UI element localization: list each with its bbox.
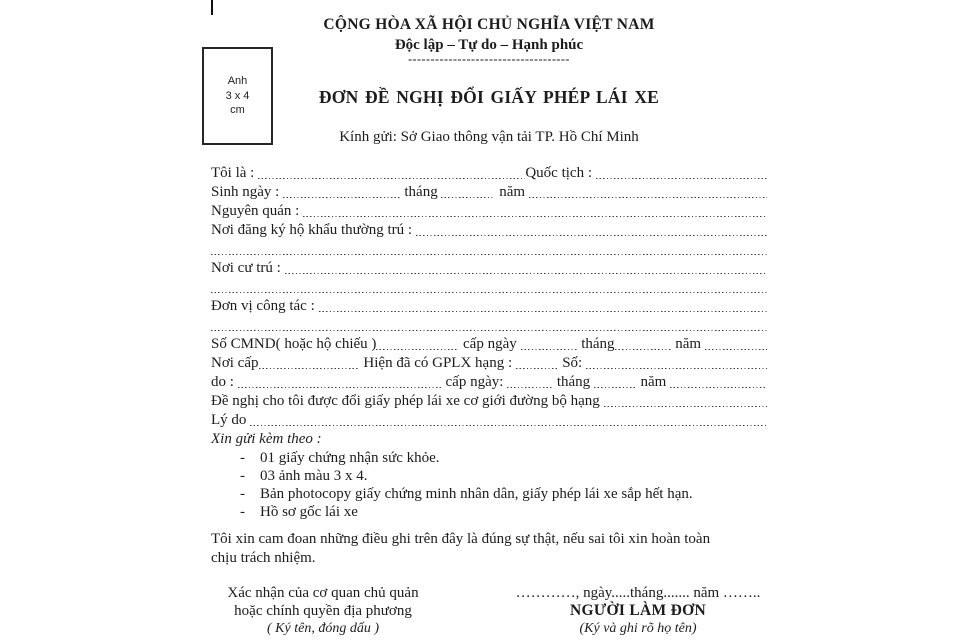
dotted-fill [211,240,767,259]
attachment-item [211,449,767,467]
signature-left [211,584,435,638]
field-label: năm [636,374,671,390]
dotted-fill [507,373,553,392]
photo-box-line: cm [230,104,245,117]
photo-box-line: 3 x 4 [225,89,250,102]
form-line [211,354,767,373]
bullet-dash: - [240,504,245,520]
field-label: Nguyên quán : [211,203,304,219]
dotted-fill [596,164,767,183]
dotted-fill [259,354,360,373]
dotted-fill [516,354,559,373]
field-label: năm [671,336,705,352]
form-line [211,392,767,411]
field-label: Sinh ngày : [211,184,284,200]
form-line [211,202,767,221]
form-title: ĐƠN ĐỀ NGHỊ ĐỔI GIẤY PHÉP LÁI XE [318,87,660,107]
national-title: CỘNG HÒA XÃ HỘI CHỦ NGHĨA VIỆT NAM [323,16,655,33]
header-separator: ------------------------------------ [408,52,570,66]
form-line [211,316,767,335]
date-line: …………, ngày.....tháng....... năm …….. [515,585,761,601]
field-label: Số CMND( hoặc hộ chiếu ) [211,336,377,352]
form-line [211,183,767,202]
dotted-fill [319,297,768,316]
bullet-dash: - [240,486,245,502]
form-line [211,411,767,430]
dotted-fill [211,278,767,297]
confirming-authority-line: hoặc chính quyền địa phương [234,603,412,619]
attachment-text: 03 ảnh màu 3 x 4. [260,468,368,484]
attachment-text: Bản photocopy giấy chứng minh nhân dân, giấy phép lái xe sắp hết hạn. [260,486,693,502]
field-label: năm [495,184,529,200]
field-label: tháng [400,184,442,200]
dotted-fill [303,202,767,221]
attachment-text: Hồ sơ gốc lái xe [260,504,358,520]
form-line [211,278,767,297]
form-line [211,221,767,240]
form-line [211,259,767,278]
signature-right [495,584,781,638]
dotted-fill [441,183,495,202]
form-lines [211,164,767,430]
sign-stamp-note: ( Ký tên, đóng dấu ) [267,621,379,636]
form-body [211,164,767,638]
bullet-dash: - [240,468,245,484]
form-line [211,164,767,183]
dotted-fill [670,373,767,392]
applicant-role: NGƯỜI LÀM ĐƠN [570,602,706,619]
dotted-fill [594,373,637,392]
application-form [211,0,767,640]
field-label: tháng [553,374,594,390]
field-label: do : [211,374,238,390]
dotted-fill [250,411,767,430]
photo-box-line: Anh [227,75,248,88]
attachment-text: 01 giấy chứng nhận sức khỏe. [260,450,440,466]
full-name-note: (Ký và ghi rõ họ tên) [579,621,697,636]
form-line [211,297,767,316]
field-label: Hiện đã có GPLX hạng : [359,355,516,371]
field-label: Nơi cấp [211,355,259,371]
signature-section [211,584,767,638]
dotted-fill [521,335,578,354]
declaration-line: chịu trách nhiệm. [211,550,316,566]
field-label: cấp ngày [459,336,521,352]
field-label: Số: [558,355,586,371]
national-motto: Độc lập – Tự do – Hạnh phúc [394,37,584,53]
attachment-list [211,449,767,521]
dotted-fill [283,183,401,202]
field-label: cấp ngày: [441,374,508,390]
dotted-fill [211,316,767,335]
dotted-fill [376,335,459,354]
dotted-fill [529,183,767,202]
dotted-fill [586,354,767,373]
attachment-item [211,467,767,485]
field-label: Lý do [211,412,251,428]
field-label: Quốc tịch : [525,165,596,181]
attachment-item [211,485,767,503]
dotted-fill [238,373,442,392]
form-line [211,240,767,259]
national-header [211,15,767,65]
attachment-item [211,503,767,521]
field-label: tháng [577,336,615,352]
declaration [211,530,767,568]
form-line [211,335,767,354]
form-line [211,373,767,392]
dotted-fill [416,221,767,240]
declaration-line: Tôi xin cam đoan những điều ghi trên đây là đúng sự thật, nếu sai tôi xin hoàn toàn [211,531,711,547]
field-label: Đơn vị công tác : [211,298,319,314]
field-label: Nơi đăng ký hộ khẩu thường trú : [211,222,416,238]
dotted-fill [705,335,767,354]
dotted-fill [285,259,767,278]
attachments-heading: Xin gửi kèm theo : [211,431,322,447]
dotted-fill [604,392,768,411]
dotted-fill [615,335,672,354]
field-label: Đề nghị cho tôi được đổi giấy phép lái xe cơ giới đường bộ hạng [211,393,604,409]
field-label: Nơi cư trú : [211,260,285,276]
confirming-authority-line: Xác nhận của cơ quan chủ quản [227,585,419,601]
dotted-fill [258,164,525,183]
bullet-dash: - [240,450,245,466]
field-label: Tôi là : [211,165,259,181]
recipient-line: Kính gửi: Sở Giao thông vận tải TP. Hồ Chí Minh [339,129,639,145]
